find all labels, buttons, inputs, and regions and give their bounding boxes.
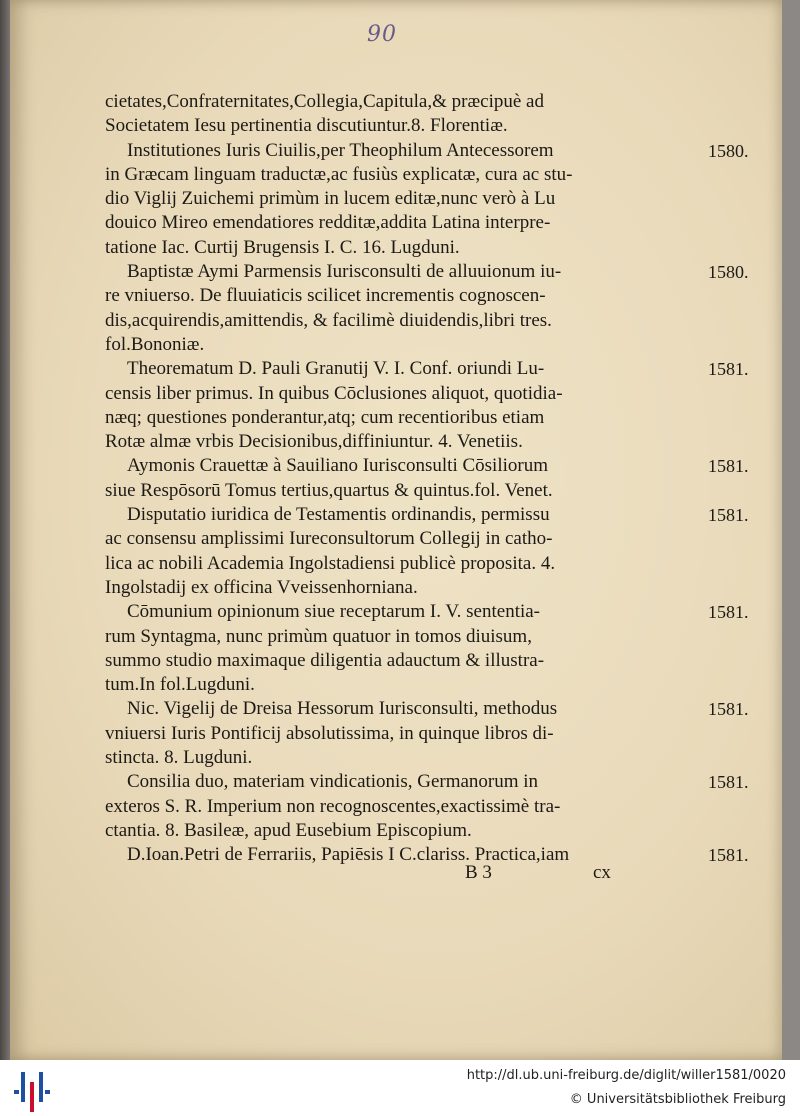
line-text: stincta. 8. Lugduni. xyxy=(105,747,253,769)
line-text: cietates,Confraternitates,Collegia,Capitula,& præcipuè ad xyxy=(105,91,544,112)
year-marginal: 1581. xyxy=(708,602,749,623)
text-line xyxy=(105,382,675,406)
year-marginal: 1581. xyxy=(708,505,749,526)
line-text: Ingolstadij ex officina Vveissenhorniana. xyxy=(105,576,418,598)
text-line xyxy=(105,333,675,357)
ub-freiburg-logo-icon xyxy=(14,1068,50,1112)
text-line xyxy=(105,357,749,381)
text-line xyxy=(105,819,675,843)
line-text: lica ac nobili Academia Ingolstadiensi publicè proposita. 4. xyxy=(105,552,556,574)
text-line xyxy=(105,673,675,697)
line-text: dis,acquirendis,amittendis, & facilimè diuidendis,libri tres. xyxy=(105,309,552,331)
text-line xyxy=(105,260,749,284)
line-text: vniuersi Iuris Pontificij absolutissima, in quinque libros di- xyxy=(105,722,554,744)
line-text: Rotæ almæ vrbis Decisionibus,diffiniuntur. 4. Venetiis. xyxy=(105,431,523,453)
year-marginal: 1581. xyxy=(708,699,749,720)
copyright-credit: © Universitätsbibliothek Freiburg xyxy=(569,1092,786,1107)
line-text: tum.In fol.Lugduni. xyxy=(105,674,255,696)
line-text: dio Viglij Zuichemi primùm in lucem editæ,nunc verò à Lu xyxy=(105,188,556,210)
signature-mark: B 3 xyxy=(465,862,492,883)
line-text: Consilia duo, materiam vindicationis, Germanorum in xyxy=(127,771,539,793)
line-text: fol.Bononiæ. xyxy=(105,333,205,355)
footer-bar xyxy=(0,1060,800,1116)
line-text: rum Syntagma, nunc primùm quatuor in tomos diuisum, xyxy=(105,625,532,647)
bibliography-entries xyxy=(105,90,749,868)
folio-number: 90 xyxy=(367,22,397,47)
line-text: re vniuerso. De fluuiaticis scilicet incrementis cognoscen- xyxy=(105,285,546,307)
line-text: Theorematum D. Pauli Granutij V. I. Conf. oriundi Lu- xyxy=(127,358,545,380)
text-line xyxy=(105,722,675,746)
text-line xyxy=(105,139,749,163)
line-text: næq; questiones ponderantur,atq; cum recentioribus etiam xyxy=(105,406,545,428)
text-line xyxy=(105,795,675,819)
text-line xyxy=(105,187,675,211)
line-text: summo studio maximaque diligentia adauctum & illustra- xyxy=(105,649,545,671)
scanned-page xyxy=(10,0,782,1060)
line-text: D.Ioan.Petri de Ferrariis, Papiēsis I C.clariss. Practica,iam xyxy=(127,844,570,866)
text-line xyxy=(105,430,675,454)
line-text: censis liber primus. In quibus Cōclusiones aliquot, quotidia- xyxy=(105,382,563,404)
text-line xyxy=(105,503,749,527)
text-line xyxy=(105,600,749,624)
text-line xyxy=(105,770,749,794)
text-line xyxy=(105,697,749,721)
line-text: ctantia. 8. Basileæ, apud Eusebium Episcopium. xyxy=(105,819,472,841)
text-line xyxy=(105,649,675,673)
line-text: Cōmunium opinionum siue receptarum I. V. sententia- xyxy=(127,601,541,623)
text-line xyxy=(105,236,675,260)
line-text: Societatem Iesu pertinentia discutiuntur.8. Florentiæ. xyxy=(105,115,508,137)
year-marginal: 1581. xyxy=(708,456,749,477)
line-text: douico Mireo emendatiores redditæ,addita Latina interpre- xyxy=(105,212,551,234)
text-line xyxy=(105,90,675,114)
text-line xyxy=(105,114,675,138)
line-text: Nic. Vigelij de Dreisa Hessorum Iurisconsulti, methodus xyxy=(127,698,558,720)
line-text: siue Respōsorū Tomus tertius,quartus & quintus.fol. Venet. xyxy=(105,479,553,501)
text-line xyxy=(105,576,675,600)
text-line xyxy=(105,479,675,503)
line-text: Aymonis Crauettæ à Sauiliano Iurisconsulti Cōsiliorum xyxy=(127,455,548,477)
text-line xyxy=(105,527,675,551)
line-text: Institutiones Iuris Ciuilis,per Theophilum Antecessorem xyxy=(127,139,554,161)
line-text: tatione Iac. Curtij Brugensis I. C. 16. Lugduni. xyxy=(105,236,460,258)
year-marginal: 1581. xyxy=(708,845,749,866)
text-line xyxy=(105,454,749,478)
year-marginal: 1580. xyxy=(708,140,749,161)
year-marginal: 1580. xyxy=(708,262,749,283)
text-line xyxy=(105,309,675,333)
text-line xyxy=(105,406,675,430)
catchword: cx xyxy=(593,862,611,883)
text-line xyxy=(105,746,675,770)
line-text: exteros S. R. Imperium non recognoscentes,exactissimè tra- xyxy=(105,795,561,817)
line-text: in Græcam linguam traductæ,ac fusiùs explicatæ, cura ac stu- xyxy=(105,163,573,185)
text-line xyxy=(105,163,675,187)
text-line xyxy=(105,625,675,649)
permalink-url[interactable]: http://dl.ub.uni-freiburg.de/diglit/willer1581/0020 xyxy=(466,1068,786,1083)
year-marginal: 1581. xyxy=(708,772,749,793)
text-line xyxy=(105,284,675,308)
text-line xyxy=(105,211,675,235)
year-marginal: 1581. xyxy=(708,359,749,380)
line-text: Disputatio iuridica de Testamentis ordinandis, permissu xyxy=(127,504,550,526)
text-line xyxy=(105,843,749,867)
line-text: ac consensu amplissimi Iureconsultorum Collegij in catho- xyxy=(105,528,553,550)
line-text: Baptistæ Aymi Parmensis Iurisconsulti de alluuionum iu- xyxy=(127,261,562,283)
text-line xyxy=(105,552,675,576)
